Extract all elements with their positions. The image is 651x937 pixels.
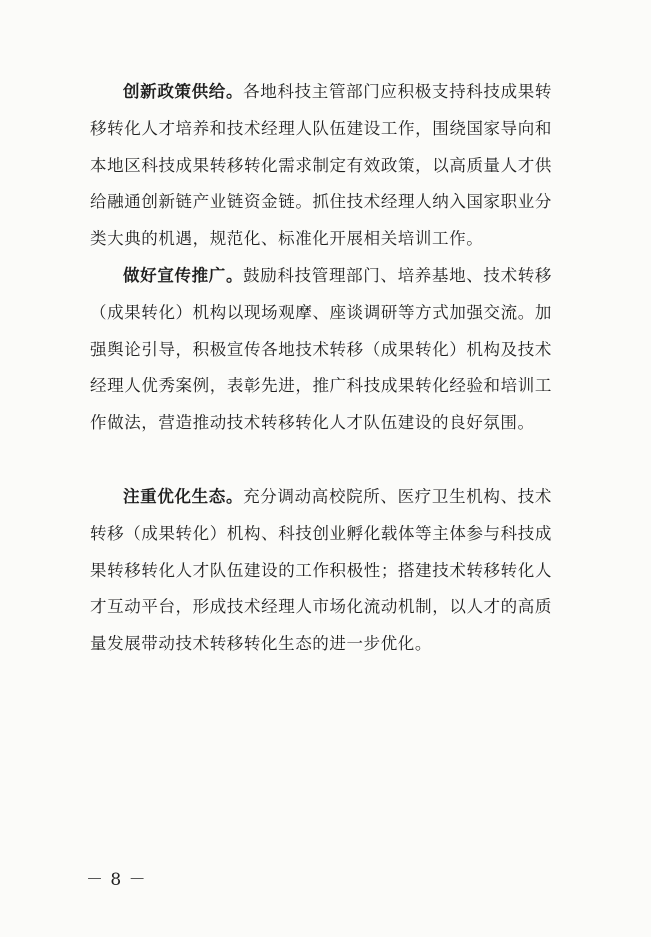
paragraph-body: 各地科技主管部门应积极支持科技成果转移转化人才培养和技术经理人队伍建设工作，围绕国家导向和本地区科技成果转移转化需求制定有效政策，以高质量人才供给融通创新链产业链资金链。抓住技术经理人纳入国家职业分类大典的机遇，规范化、标准化开展相关培训工作。 bbox=[90, 82, 552, 249]
paragraph-heading: 做好宣传推广。 bbox=[123, 266, 244, 285]
paragraph-body: 鼓励科技管理部门、培养基地、技术转移（成果转化）机构以现场观摩、座谈调研等方式加强交流。加强舆论引导，积极宣传各地技术转移（成果转化）机构及技术经理人优秀案例，表彰先进，推广科技成果转化经验和培训工作做法，营造推动技术转移转化人才队伍建设的良好氛围。 bbox=[90, 266, 552, 433]
page-number: － 8 － bbox=[86, 870, 147, 890]
paragraph-ecosystem-optimization bbox=[90, 479, 552, 663]
paragraph-heading: 创新政策供给。 bbox=[123, 82, 244, 101]
paragraph-publicity-promotion bbox=[90, 258, 552, 442]
paragraph-body: 充分调动高校院所、医疗卫生机构、技术转移（成果转化）机构、科技创业孵化载体等主体参与科技成果转移转化人才队伍建设的工作积极性；搭建技术转移转化人才互动平台，形成技术经理人市场化流动机制，以人才的高质量发展带动技术转移转化生态的进一步优化。 bbox=[90, 487, 552, 654]
paragraph-heading: 注重优化生态。 bbox=[123, 487, 244, 506]
paragraph-innovation-policy bbox=[90, 74, 552, 258]
